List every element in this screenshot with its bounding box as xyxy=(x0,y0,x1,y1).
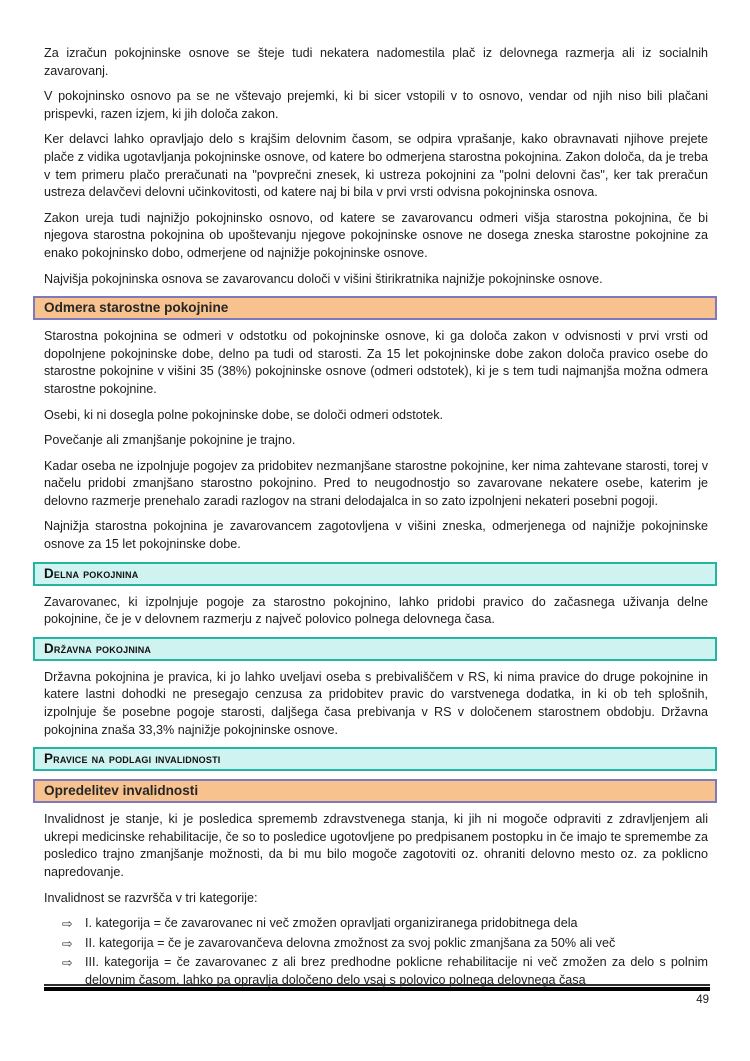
odmera-paragraph-4: Kadar oseba ne izpolnjuje pogojev za pridobitev nezmanjšane starostne pokojnine, ker nima zahtevane starosti, torej v načelu pridobi zmanjšano starostno pokojnino. Pred to neugodnostjo so zavarovane nekatere osebe, katerim je delovno razmerje prenehalo zaradi razlogov na strani delodajalca in so zato izpolnjeni nekateri posebni pogoji. xyxy=(44,458,708,508)
list-item-text: II. kategorija = če je zavarovančeva delovna zmožnost za svoj poklic zmanjšana za 50% ali več xyxy=(85,935,616,950)
section-header-odmera-starostne-pokojnine: Odmera starostne pokojnine xyxy=(33,296,717,320)
arrow-right-icon: ⇨ xyxy=(62,916,73,932)
arrow-right-icon: ⇨ xyxy=(62,955,73,971)
section-header-opredelitev-invalidnosti: Opredelitev invalidnosti xyxy=(33,779,717,803)
page-number: 49 xyxy=(696,994,709,1006)
odmera-paragraph-2: Osebi, ki ni dosegla polne pokojninske dobe, se določi odmeri odstotek. xyxy=(44,407,444,422)
intro-paragraph-4: Zakon ureja tudi najnižjo pokojninsko osnovo, od katere se zavarovancu odmeri višja starostna pokojnina, če bi njegova starostna pokojnina ob upoštevanju njegove pokojninske osnove ne dosega zneska starostne pokojnine za enako pokojninsko dobo, odmerjene od najnižje pokojninske osnove. xyxy=(44,210,708,260)
odmera-paragraph-1: Starostna pokojnina se odmeri v odstotku od pokojninske osnove, ki ga določa zakon v odvisnosti v prvi vrsti od dopolnjene pokojninske dobe, delno pa tudi od starosti. Za 15 let pokojninske dobe zakon določa pravico osebe do starostne pokojnine v višini 35 (38%) pokojninske osnove (odmeri odstotek), ki je s tem tudi najmanjša možna odmera starostne pokojnine. xyxy=(44,329,708,396)
intro-paragraph-5: Najvišja pokojninska osnova se zavarovancu določi v višini štirikratnika najnižje pokojninske osnove. xyxy=(44,271,603,286)
footer-divider xyxy=(44,984,710,993)
delna-paragraph-1: Zavarovanec, ki izpolnjuje pogoje za starostno pokojnino, lahko pridobi pravico do začasnega uživanja delne pokojnine, če je v delovnem razmerju z največ polovico polnega delovnega časa. xyxy=(44,594,708,627)
opredelitev-paragraph-1: Invalidnost je stanje, ki je posledica sprememb zdravstvenega stanja, ki jih ni mogoče odpraviti z zdravljenjem ali ukrepi medicinske rehabilitacije, če so to posledice ugotovljene po predpisanem postopku in če imajo te spremembe za posledico trajno zmanjšanje možnosti, da bi mu bilo mogoče zagotoviti oz. ohraniti delovno mesto oz. za poklicno napredovanje. xyxy=(44,812,708,879)
odmera-paragraph-3: Povečanje ali zmanjšanje pokojnine je trajno. xyxy=(44,433,296,448)
list-item-text: I. kategorija = če zavarovanec ni več zmožen opravljati organiziranega pridobitnega dela xyxy=(85,916,578,931)
intro-paragraph-3: Ker delavci lahko opravljajo delo s krajšim delovnim časom, se odpira vprašanje, kako obravnavati njihove prejete plače z vidika ugotavljanja pokojninske osnove, od katere bo odmerjena starostna pokojnina. Zakon določa, da je treba v tem primeru plačo preračunati na "povprečni znesek, ki ustreza pokojnini za "polni delovni čas", ker tak preračun ustreza delavčevi delovni učinkovitosti, od katere naj bi bila v prvi vrsti odvisna pokojninska osnova. xyxy=(44,132,708,200)
drzavna-paragraph-1: Državna pokojnina je pravica, ki jo lahko uveljavi oseba s prebivališčem v RS, ki nima pravice do druge pokojnine in katere lastni dohodki ne presegajo cenzusa za pridobitev pravic do varstvenega dodatka, in ki ob teh splošnih, izpolnjuje še posebne pogoje starosti, daljšega časa prebivanja v RS v določenem starostnem obdobju. Državna pokojnina znaša 33,3% najnižje pokojninske osnove. xyxy=(44,669,708,737)
list-item xyxy=(62,915,708,933)
list-item-text: III. kategorija = če zavarovanec z ali brez predhodne poklicne rehabilitacije ni več zmožen za delo s polnim delovnim časom, lahko pa opravlja določeno delo vsaj s polovico polnega delovnega časa xyxy=(85,955,708,987)
section-header-delna-pokojnina: Delna pokojnina xyxy=(33,562,717,586)
opredelitev-paragraph-2: Invalidnost se razvršča v tri kategorije: xyxy=(44,890,258,905)
invalidnost-category-list xyxy=(62,915,708,989)
intro-paragraph-1: Za izračun pokojninske osnove se šteje tudi nekatera nadomestila plač iz delovnega razmerja ali iz socialnih zavarovanj. xyxy=(44,46,708,78)
arrow-right-icon: ⇨ xyxy=(62,935,73,951)
section-header-drzavna-pokojnina: Državna pokojnina xyxy=(33,637,717,661)
section-header-pravice-na-podlagi-invalidnosti: Pravice na podlagi invalidnosti xyxy=(33,747,717,771)
list-item xyxy=(62,935,708,953)
odmera-paragraph-5: Najnižja starostna pokojnina je zavarovancem zagotovljena v višini zneska, odmerjenega od najnižje pokojninske osnove za 15 let pokojninske dobe. xyxy=(44,519,708,552)
intro-paragraph-2: V pokojninsko osnovo pa se ne vštevajo prejemki, ki bi sicer vstopili v to osnovo, vendar od njih niso bili plačani prispevki, razen izjem, ki jih določa zakon. xyxy=(44,89,708,121)
